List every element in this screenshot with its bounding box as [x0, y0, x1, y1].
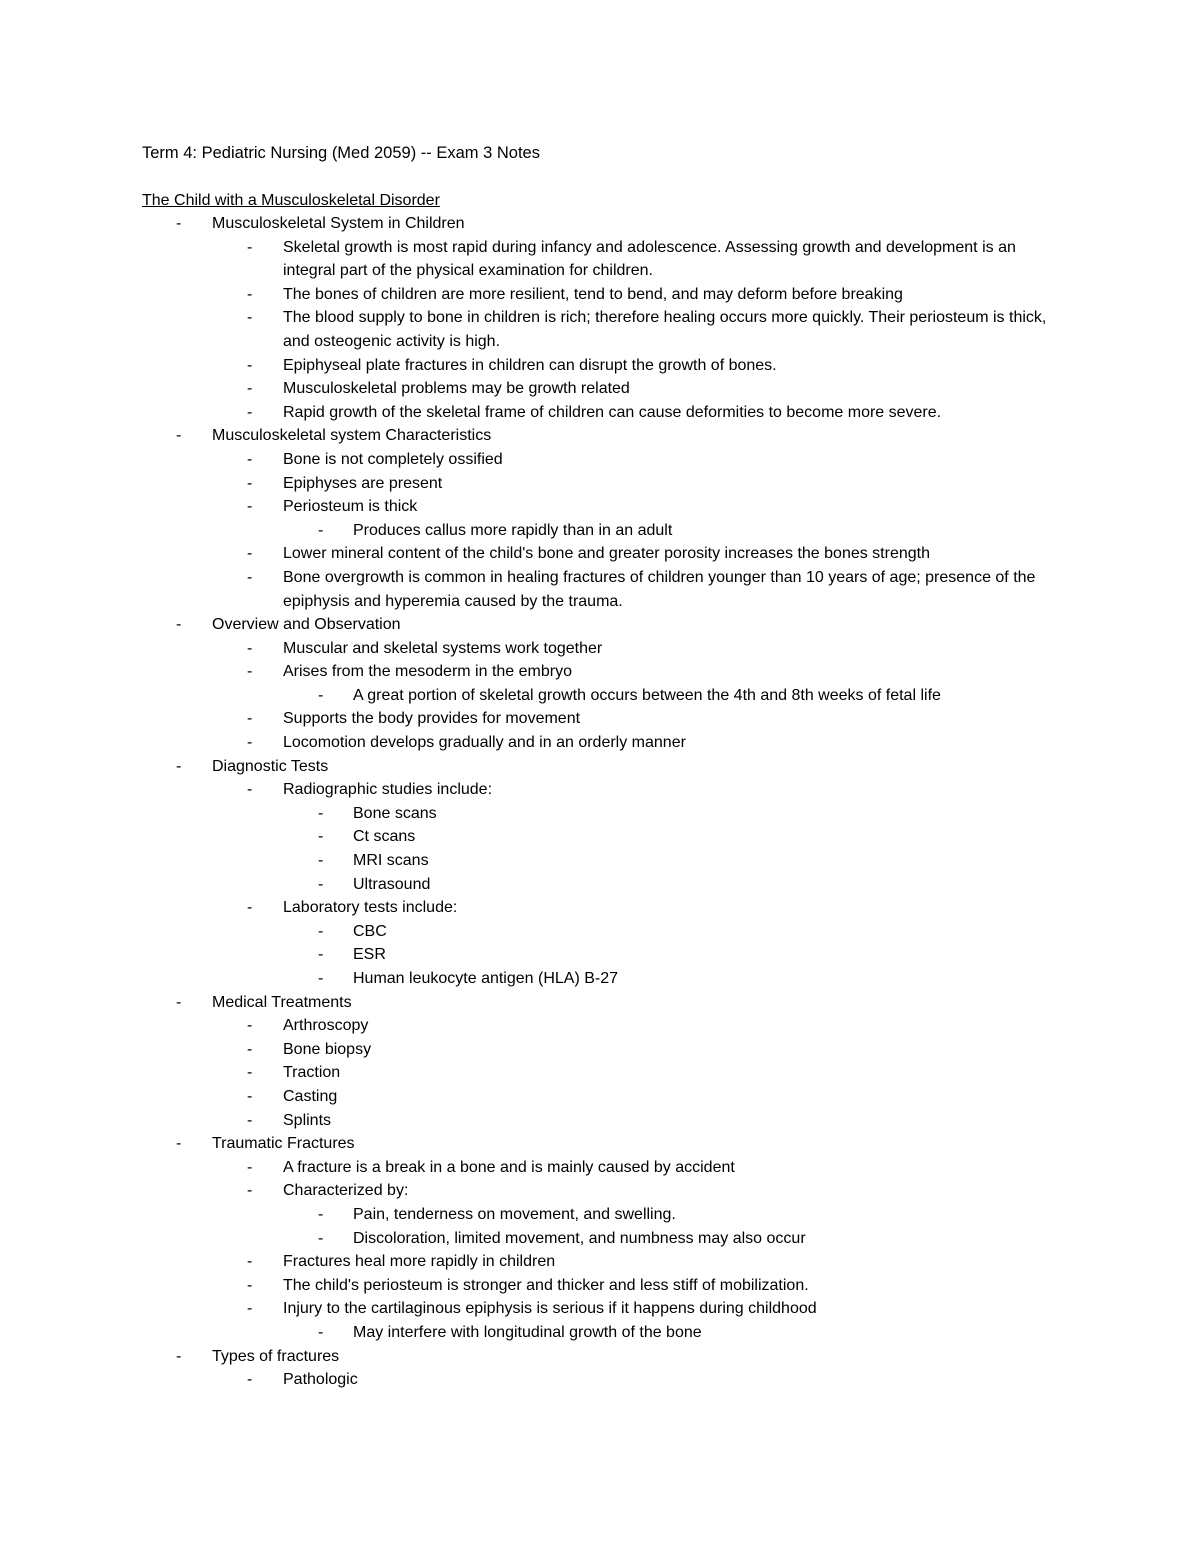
bullet-dash: - [247, 1371, 253, 1389]
bullet-dash: - [247, 1087, 253, 1105]
outline-item-level-1 [142, 1132, 1072, 1156]
bullet-dash: - [318, 1205, 324, 1223]
bullet-dash: - [247, 1253, 253, 1271]
outline-item-text: A fracture is a break in a bone and is mainly caused by accident [283, 1158, 735, 1176]
outline-item-text: The bones of children are more resilient, tend to bend, and may deform before breaking [283, 285, 903, 303]
outline-item-text: Rapid growth of the skeletal frame of children can cause deformities to become more severe. [283, 403, 942, 421]
outline-item-text: Casting [283, 1087, 338, 1105]
outline-item-level-2 [142, 1014, 1072, 1038]
bullet-dash: - [247, 1182, 253, 1200]
outline-item-level-2 [142, 778, 1072, 802]
outline-item-level-2 [142, 1038, 1072, 1062]
outline-item-text: Medical Treatments [212, 993, 352, 1011]
bullet-dash: - [247, 1017, 253, 1035]
outline-item-text: May interfere with longitudinal growth of the bone [353, 1323, 702, 1341]
bullet-dash: - [176, 1135, 182, 1153]
bullet-dash: - [176, 616, 182, 634]
outline-item-level-2 [142, 495, 1072, 519]
bullet-dash: - [247, 639, 253, 657]
outline-item-level-2 [142, 1179, 1072, 1203]
outline-item-text: Musculoskeletal problems may be growth related [283, 380, 630, 398]
bullet-dash: - [247, 734, 253, 752]
bullet-dash: - [247, 1040, 253, 1058]
outline-item-text: MRI scans [353, 852, 429, 870]
outline-item-text: Lower mineral content of the child's bone and greater porosity increases the bones strength [283, 545, 930, 563]
bullet-dash: - [176, 1347, 182, 1365]
outline-item-text: Pathologic [283, 1371, 358, 1389]
outline-item-text: Characterized by: [283, 1182, 409, 1200]
outline-item-text: Bone biopsy [283, 1040, 372, 1058]
outline-item-text: Discoloration, limited movement, and numbness may also occur [353, 1229, 806, 1247]
outline-item-level-2 [142, 637, 1072, 661]
bullet-dash: - [176, 427, 182, 445]
outline-item-level-2 [142, 401, 1072, 425]
outline-item-text: Splints [283, 1111, 332, 1129]
outline-item-text: Arises from the mesoderm in the embryo [283, 663, 572, 681]
outline-item-level-1 [142, 1345, 1072, 1369]
outline-item-level-1 [142, 755, 1072, 779]
outline-item-text: Produces callus more rapidly than in an adult [353, 521, 673, 539]
outline-item-text: Types of fractures [212, 1347, 340, 1365]
outline-item-text: Locomotion develops gradually and in an orderly manner [283, 734, 686, 752]
outline-item-text: CBC [353, 922, 387, 940]
outline-item-text: Traction [283, 1064, 341, 1082]
bullet-dash: - [247, 285, 253, 303]
outline-item-level-2 [142, 566, 1072, 613]
outline-item-level-2 [142, 542, 1072, 566]
bullet-dash: - [318, 970, 324, 987]
notes-outline [142, 212, 1072, 1392]
outline-item-level-3 [142, 519, 1072, 543]
bullet-dash: - [247, 1300, 253, 1318]
outline-item-text: Arthroscopy [283, 1017, 369, 1035]
bullet-dash: - [318, 852, 324, 870]
outline-item-level-1 [142, 212, 1072, 236]
bullet-dash: - [176, 215, 182, 232]
outline-item-text: Supports the body provides for movement [283, 710, 581, 728]
outline-item-text: Human leukocyte antigen (HLA) B-27 [353, 970, 619, 987]
outline-item-text: Diagnostic Tests [212, 757, 329, 775]
bullet-dash: - [247, 403, 253, 421]
outline-item-level-2 [142, 1109, 1072, 1133]
outline-item-level-2 [142, 1250, 1072, 1274]
bullet-dash: - [247, 1276, 253, 1294]
outline-item-level-2 [142, 1274, 1072, 1298]
bullet-dash: - [247, 663, 253, 681]
bullet-dash: - [318, 686, 324, 704]
outline-item-level-3 [142, 943, 1072, 967]
bullet-dash: - [247, 474, 253, 492]
bullet-dash: - [176, 757, 182, 775]
outline-item-level-2 [142, 377, 1072, 401]
outline-item-level-3 [142, 873, 1072, 897]
bullet-dash: - [247, 1064, 253, 1082]
bullet-dash: - [247, 380, 253, 398]
outline-item-text: The child's periosteum is stronger and thicker and less stiff of mobilization. [283, 1276, 809, 1294]
outline-item-text: Musculoskeletal System in Children [212, 215, 465, 232]
outline-item-level-2 [142, 731, 1072, 755]
outline-item-level-2 [142, 283, 1072, 307]
outline-item-level-2 [142, 1061, 1072, 1085]
bullet-dash: - [318, 1229, 324, 1247]
outline-item-level-2 [142, 707, 1072, 731]
outline-item-level-2 [142, 1085, 1072, 1109]
outline-item-text: Epiphyseal plate fractures in children can disrupt the growth of bones. [283, 356, 777, 374]
outline-item-text: The blood supply to bone in children is rich; therefore healing occurs more quickly. Their periosteum is thick, and osteogenic activity is high. [283, 309, 1047, 350]
outline-item-text: Overview and Observation [212, 616, 401, 634]
bullet-dash: - [247, 1158, 253, 1176]
outline-item-text: Bone scans [353, 804, 437, 822]
outline-item-text: Laboratory tests include: [283, 899, 458, 917]
outline-item-level-2 [142, 660, 1072, 684]
outline-item-text: Epiphyses are present [283, 474, 443, 492]
bullet-dash: - [247, 781, 253, 799]
outline-item-text: Bone overgrowth is common in healing fractures of children younger than 10 years of age; presence of the epiphysis and hyperemia caused by the trauma. [283, 568, 1036, 610]
bullet-dash: - [247, 899, 253, 917]
bullet-dash: - [318, 875, 324, 893]
outline-item-level-2 [142, 306, 1072, 353]
bullet-dash: - [247, 498, 253, 516]
bullet-dash: - [176, 993, 182, 1011]
outline-item-text: Muscular and skeletal systems work together [283, 639, 603, 657]
bullet-dash: - [247, 568, 253, 586]
outline-item-level-2 [142, 1297, 1072, 1321]
outline-item-text: ESR [353, 946, 386, 964]
outline-item-level-3 [142, 802, 1072, 826]
outline-item-level-3 [142, 967, 1072, 991]
outline-item-level-2 [142, 896, 1072, 920]
outline-item-text: Ct scans [353, 828, 416, 846]
bullet-dash: - [318, 521, 324, 539]
outline-item-level-2 [142, 1156, 1072, 1180]
bullet-dash: - [247, 356, 253, 374]
bullet-dash: - [318, 946, 324, 964]
bullet-dash: - [318, 828, 324, 846]
outline-item-text: Radiographic studies include: [283, 781, 493, 799]
outline-item-text: Pain, tenderness on movement, and swelling. [353, 1205, 676, 1223]
outline-item-level-2 [142, 354, 1072, 378]
outline-item-level-3 [142, 1321, 1072, 1345]
outline-item-text: A great portion of skeletal growth occurs between the 4th and 8th weeks of fetal life [353, 686, 941, 704]
bullet-dash: - [247, 238, 253, 256]
outline-item-level-3 [142, 684, 1072, 708]
outline-item-text: Ultrasound [353, 875, 431, 893]
outline-item-text: Fractures heal more rapidly in children [283, 1253, 556, 1271]
bullet-dash: - [318, 922, 324, 940]
bullet-dash: - [318, 804, 324, 822]
outline-item-level-1 [142, 991, 1072, 1015]
bullet-dash: - [247, 309, 253, 327]
bullet-dash: - [247, 545, 253, 563]
bullet-dash: - [318, 1323, 324, 1341]
outline-item-text: Injury to the cartilaginous epiphysis is serious if it happens during childhood [283, 1300, 817, 1318]
document-title: Term 4: Pediatric Nursing (Med 2059) -- Exam 3 Notes [142, 144, 540, 162]
bullet-dash: - [247, 1111, 253, 1129]
outline-item-level-2 [142, 1368, 1072, 1392]
section-heading: The Child with a Musculoskeletal Disorder [142, 192, 440, 209]
outline-item-level-2 [142, 236, 1072, 283]
outline-item-level-3 [142, 825, 1072, 849]
outline-item-text: Skeletal growth is most rapid during infancy and adolescence. Assessing growth and development is an integral part of the physical examination for children. [283, 238, 1016, 280]
outline-item-level-2 [142, 472, 1072, 496]
bullet-dash: - [247, 710, 253, 728]
outline-item-level-3 [142, 920, 1072, 944]
bullet-dash: - [247, 450, 253, 468]
outline-item-text: Musculoskeletal system Characteristics [212, 427, 492, 445]
outline-item-level-3 [142, 1227, 1072, 1251]
outline-item-level-1 [142, 613, 1072, 637]
outline-item-text: Periosteum is thick [283, 498, 418, 516]
outline-item-level-3 [142, 1203, 1072, 1227]
outline-item-level-1 [142, 424, 1072, 448]
outline-item-text: Bone is not completely ossified [283, 450, 503, 468]
outline-item-text: Traumatic Fractures [212, 1135, 355, 1153]
outline-item-level-2 [142, 448, 1072, 472]
outline-item-level-3 [142, 849, 1072, 873]
